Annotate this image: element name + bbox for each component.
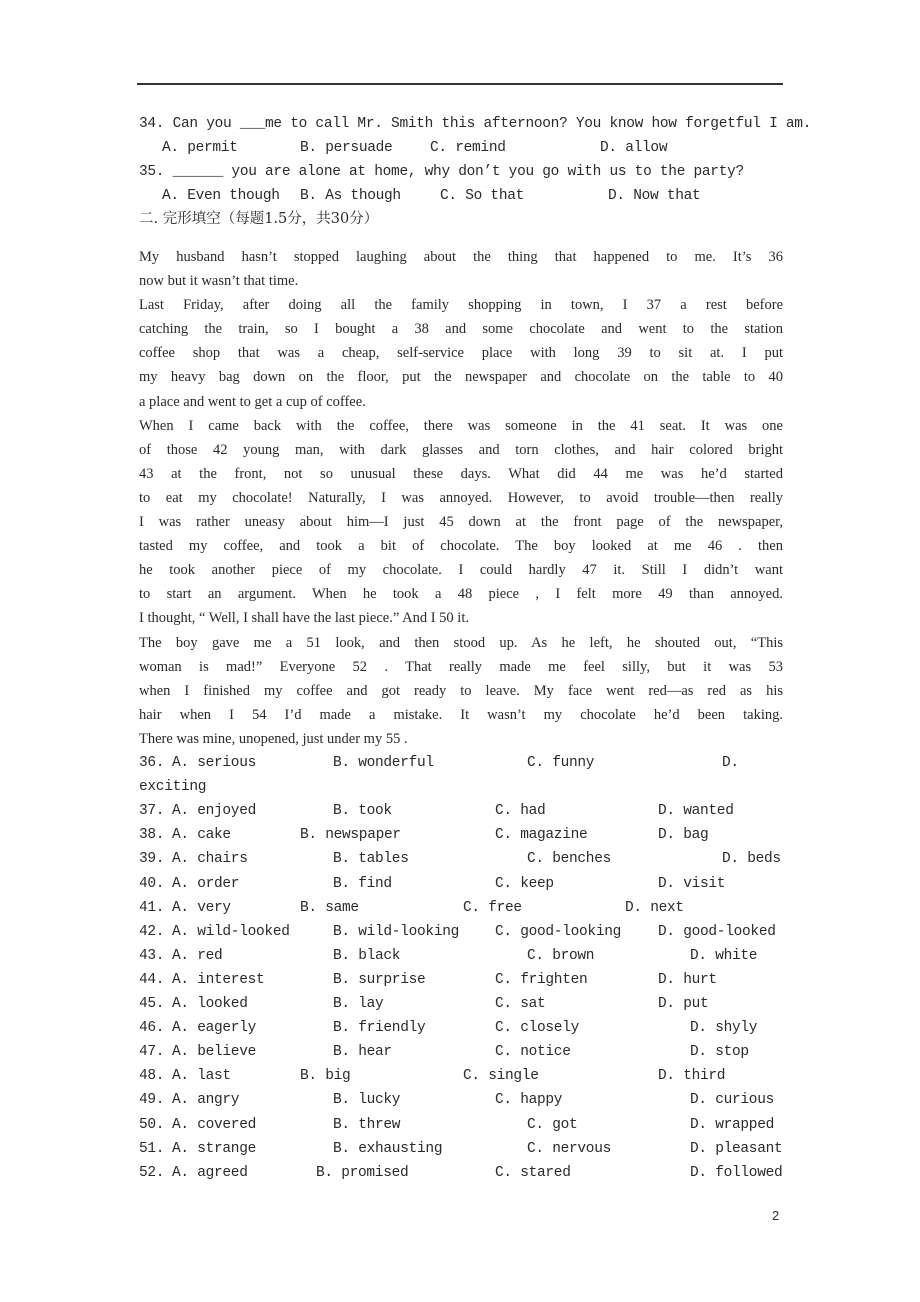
passage-line: catching the train, so I bought a 38 and some chocolate and went to the station (139, 321, 783, 338)
option-c: C. free (463, 899, 522, 916)
passage-line: I thought, “ Well, I shall have the last piece.” And I 50 it. (139, 610, 469, 627)
passage-line: now but it wasn’t that time. (139, 273, 299, 290)
option-a: A. strange (172, 1140, 257, 1157)
option-c: C. had (495, 803, 546, 820)
option-b: B. took (333, 803, 392, 820)
option-number: 46. (139, 1020, 165, 1037)
option-b: B. black (333, 947, 401, 964)
option-number: 44. (139, 971, 165, 988)
passage-line: I was rather uneasy about him—I just 45 down at the front page of the newspaper, (139, 514, 783, 531)
option-d: D. wrapped (690, 1116, 775, 1133)
option-a: A. enjoyed (172, 803, 257, 820)
option-d: D. beds (722, 851, 781, 868)
option-d-wrap: exciting (139, 779, 207, 796)
option-a: A. serious (172, 755, 257, 771)
option-number: 49. (139, 1092, 165, 1109)
option-a: A. chairs (172, 851, 248, 868)
option-c: C. frighten (495, 971, 588, 988)
option-number: 39. (139, 851, 165, 868)
option-d: D. pleasant (690, 1140, 783, 1157)
passage-line: There was mine, unopened, just under my 55 . (139, 730, 408, 747)
option-d: D. followed (690, 1164, 783, 1181)
option-c: C. good-looking (495, 923, 622, 940)
q34-option-d: D. allow (600, 140, 668, 156)
option-a: A. eagerly (172, 1020, 257, 1037)
option-d: D. hurt (658, 971, 717, 988)
option-a: A. angry (172, 1092, 240, 1109)
option-b: B. same (300, 899, 359, 916)
option-a: A. covered (172, 1116, 257, 1133)
option-d: D. good-looked (658, 923, 776, 940)
passage-line: 43 at the front, not so unusual these days. What did 44 me was he’d started (139, 465, 783, 482)
option-c: C. notice (495, 1044, 571, 1061)
option-b: B. wonderful (333, 755, 434, 771)
option-b: B. big (300, 1068, 351, 1085)
option-number: 52. (139, 1164, 165, 1181)
option-a: A. order (172, 875, 240, 892)
passage-line: The boy gave me a 51 look, and then stood up. As he left, he shouted out, “This (139, 634, 783, 651)
option-d: D. white (690, 947, 758, 964)
option-c: C. single (463, 1068, 539, 1085)
option-d: D. third (658, 1068, 726, 1085)
option-c: C. nervous (527, 1140, 612, 1157)
option-d: D. (722, 755, 739, 771)
option-d: D. wanted (658, 803, 734, 820)
option-c: C. stared (495, 1164, 571, 1181)
passage-line: woman is mad!” Everyone 52 . That really made me feel silly, but it was 53 (139, 658, 783, 675)
option-b: B. exhausting (333, 1140, 443, 1157)
passage-line: to start an argument. When he took a 48 piece , I felt more 49 than annoyed. (139, 586, 783, 603)
option-number: 36. (139, 755, 165, 771)
option-number: 47. (139, 1044, 165, 1061)
passage-line: a place and went to get a cup of coffee. (139, 393, 366, 410)
passage-line: hair when I 54 I’d made a mistake. It wasn’t my chocolate he’d been taking. (139, 706, 783, 723)
passage-line: coffee shop that was a cheap, self-service place with long 39 to sit at. I put (139, 345, 783, 362)
option-a: A. last (172, 1068, 231, 1085)
section-title: 二. 完形填空（每题1.5分，共30分） (139, 211, 379, 227)
option-c: C. closely (495, 1020, 580, 1037)
option-b: B. find (333, 875, 392, 892)
option-b: B. wild-looking (333, 923, 460, 940)
q35-option-c: C. So that (440, 188, 525, 204)
passage-line: My husband hasn’t stopped laughing about the thing that happened to me. It’s 36 (139, 249, 783, 265)
option-b: B. newspaper (300, 827, 401, 844)
passage-line: when I finished my coffee and got ready to leave. My face went red—as red as his (139, 682, 783, 699)
option-b: B. lucky (333, 1092, 401, 1109)
option-c: C. happy (495, 1092, 563, 1109)
option-number: 40. (139, 875, 165, 892)
option-c: C. got (527, 1116, 578, 1133)
page-number: 2 (772, 1208, 780, 1223)
option-b: B. friendly (333, 1020, 426, 1037)
header-rule (137, 83, 783, 85)
option-b: B. hear (333, 1044, 392, 1061)
option-b: B. surprise (333, 971, 426, 988)
option-number: 41. (139, 899, 165, 916)
option-a: A. wild-looked (172, 923, 290, 940)
option-d: D. put (658, 996, 709, 1012)
passage-line: When I came back with the coffee, there was someone in the 41 seat. It was one (139, 417, 783, 434)
option-a: A. looked (172, 996, 248, 1012)
option-number: 50. (139, 1116, 165, 1133)
option-a: A. red (172, 947, 223, 964)
option-a: A. interest (172, 971, 265, 988)
passage-line: he took another piece of my chocolate. I could hardly 47 it. Still I didn’t want (139, 562, 783, 579)
option-d: D. shyly (690, 1020, 758, 1037)
option-b: B. lay (333, 996, 384, 1012)
option-a: A. believe (172, 1044, 257, 1061)
passage-line: of those 42 young man, with dark glasses and torn clothes, and hair colored bright (139, 441, 783, 458)
option-d: D. next (625, 899, 684, 916)
option-number: 37. (139, 803, 165, 820)
option-b: B. promised (316, 1164, 409, 1181)
option-c: C. keep (495, 875, 554, 892)
option-d: D. stop (690, 1044, 749, 1061)
option-d: D. curious (690, 1092, 775, 1109)
option-b: B. threw (333, 1116, 401, 1133)
option-b: B. tables (333, 851, 409, 868)
option-c: C. funny (527, 755, 595, 771)
option-c: C. brown (527, 947, 595, 964)
option-c: C. magazine (495, 827, 588, 844)
option-number: 38. (139, 827, 165, 844)
question-35-stem: 35. ______ you are alone at home, why don’t you go with us to the party? (139, 164, 744, 180)
option-d: D. visit (658, 875, 726, 892)
option-d: D. bag (658, 827, 709, 844)
passage-line: Last Friday, after doing all the family shopping in town, I 37 a rest before (139, 297, 783, 314)
q35-option-a: A. Even though (162, 188, 280, 204)
question-34-stem: 34. Can you ___me to call Mr. Smith this afternoon? You know how forgetful I am. (139, 116, 812, 132)
option-c: C. sat (495, 996, 546, 1012)
option-number: 51. (139, 1140, 165, 1157)
option-a: A. cake (172, 827, 231, 844)
option-number: 43. (139, 947, 165, 964)
passage-line: to eat my chocolate! Naturally, I was annoyed. However, to avoid trouble—then really (139, 489, 783, 506)
q34-option-c: C. remind (430, 140, 506, 156)
option-number: 45. (139, 996, 165, 1012)
option-number: 42. (139, 923, 165, 940)
q35-option-b: B. As though (300, 188, 401, 204)
q34-option-b: B. persuade (300, 140, 393, 156)
cloze-passage (139, 245, 783, 751)
q35-option-d: D. Now that (608, 188, 701, 204)
option-number: 48. (139, 1068, 165, 1085)
option-a: A. agreed (172, 1164, 248, 1181)
q34-option-a: A. permit (162, 140, 238, 156)
option-a: A. very (172, 899, 231, 916)
passage-line: my heavy bag down on the floor, put the newspaper and chocolate on the table to 40 (139, 369, 783, 386)
option-c: C. benches (527, 851, 612, 868)
passage-line: tasted my coffee, and took a bit of chocolate. The boy looked at me 46 . then (139, 538, 783, 555)
